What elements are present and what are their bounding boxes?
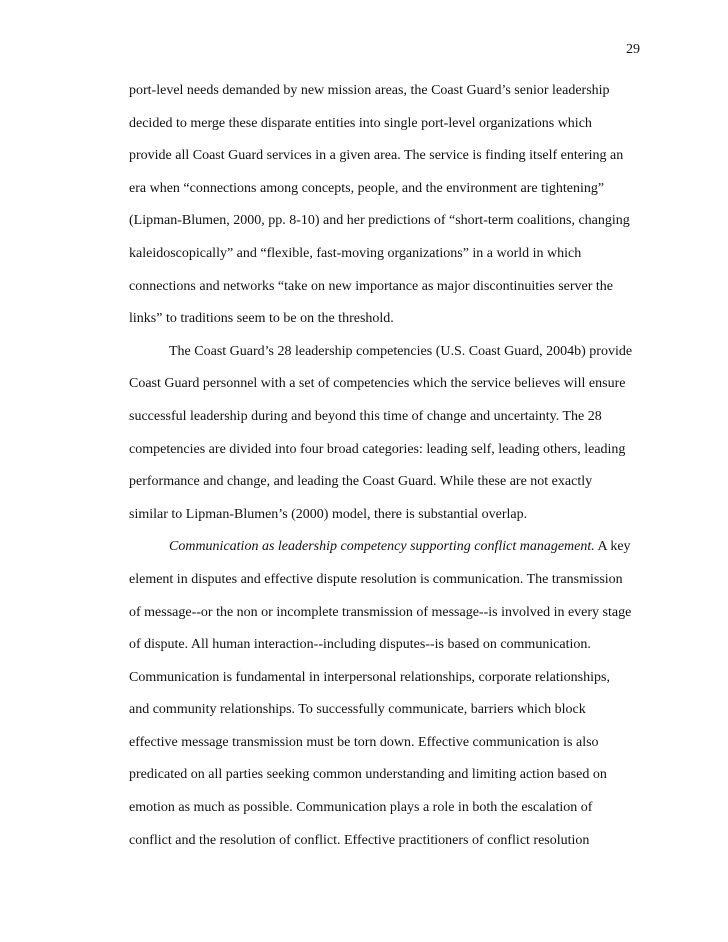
- text-line: element in disputes and effective dispute resolution is communication. The transmission: [129, 571, 623, 587]
- text-line: emotion as much as possible. Communication plays a role in both the escalation of: [129, 800, 593, 816]
- text-line: competencies are divided into four broad categories: leading self, leading others, leading: [129, 441, 626, 457]
- text-line: and community relationships. To successfully communicate, barriers which block: [129, 702, 586, 718]
- section-heading: Communication as leadership competency supporting conflict management.: [169, 539, 595, 555]
- body-text: [129, 82, 649, 864]
- text-line: era when “connections among concepts, people, and the environment are tightening”: [129, 180, 605, 196]
- text-line: similar to Lipman-Blumen’s (2000) model, there is substantial overlap.: [129, 506, 528, 522]
- heading-continuation: A key: [594, 539, 631, 555]
- page-number: 29: [626, 42, 640, 57]
- text-line: connections and networks “take on new importance as major discontinuities server the: [129, 278, 614, 294]
- text-line: kaleidoscopically” and “flexible, fast-moving organizations” in a world in which: [129, 245, 582, 261]
- text-line: effective message transmission must be torn down. Effective communication is also: [129, 734, 599, 750]
- text-line: performance and change, and leading the Coast Guard. While these are not exactly: [129, 474, 593, 490]
- section-heading-line: [129, 538, 649, 571]
- text-line: port-level needs demanded by new mission areas, the Coast Guard’s senior leadership: [129, 83, 610, 98]
- text-line: conflict and the resolution of conflict. Effective practitioners of conflict resolution: [129, 832, 590, 848]
- text-line: (Lipman-Blumen, 2000, pp. 8-10) and her predictions of “short-term coalitions, changing: [129, 213, 630, 229]
- text-line: links” to traditions seem to be on the threshold.: [129, 311, 394, 327]
- text-line: decided to merge these disparate entities into single port-level organizations which: [129, 115, 592, 131]
- text-line: of dispute. All human interaction--including disputes--is based on communication.: [129, 637, 591, 653]
- text-line: Coast Guard personnel with a set of competencies which the service believes will ensure: [129, 376, 626, 392]
- text-line: successful leadership during and beyond this time of change and uncertainty. The 28: [129, 408, 602, 424]
- text-line: provide all Coast Guard services in a given area. The service is finding itself entering an: [129, 148, 624, 164]
- text-line: of message--or the non or incomplete transmission of message--is involved in every stage: [129, 604, 632, 620]
- text-line: Communication is fundamental in interpersonal relationships, corporate relationships,: [129, 669, 610, 685]
- paragraph-start-line: The Coast Guard’s 28 leadership competencies (U.S. Coast Guard, 2004b) provide: [169, 343, 633, 359]
- text-line: predicated on all parties seeking common understanding and limiting action based on: [129, 767, 607, 783]
